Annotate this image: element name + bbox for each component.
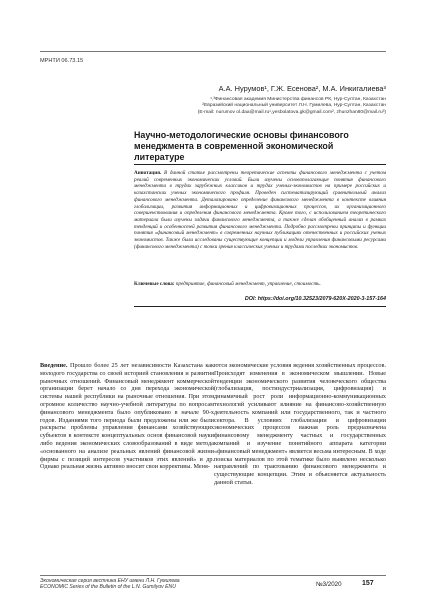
body-text-right: ются экономические условия ведения хозяйственных процессов. Происходят изменения в экономическом мышлении. Новые тенденции экономического развития человеческого общества (глобализация, постиндустриализация, цифровизация) и динамичный рост роли информационно-коммуникационных технологий усиливают влияние на финансово-хозяйственную деятельность компаний или государственного, так и частного сектора. В условиях глобализации и цифровизации экономических процессов важная роль предназначена финансовому менеджменту частных и государственных компаний и изучение понятийного аппарата категории «финансовый менеджмент» является весьма интересным. В ходе поиска материалов по этой тематике было выявлено несколько направлений по трактованию финансового менеджмента и существующие концепции. Этим и объясняется актуальность данной статьи. (214, 362, 386, 486)
body-column-right (214, 362, 386, 487)
body-text-left: Прошло более 25 лет независимости Казахстана как молодого государства со своей историей становления и развития рыночных отношений. Финансовый менеджмент коммерческой организации берет начало со дня перехода экономической системы нашей республики на рыночные отношения. При этом огромное количество научно-учебной литературы по вопросам финансового менеджмента было опубликовано в начале 90-х годов. Изданиями того периода были предложены или же были раскрыты проблемы управления финансами хозяйствующих субъектов в контексте концептуальных основ финансовой науки либо ведения экономических словообразований в виде метода «основанного на анализе реальных явлений финансовой жизни фирмы с позиций интересов участников этих явлений» и др. Однако реальная жизнь активно вносит свои коррективы. Меня- (40, 362, 214, 471)
abstract-label: Аннотация. (134, 170, 162, 176)
keywords-label: Ключевые слова: (134, 281, 175, 287)
affiliation-line: ²Евразийский национальный университет Л.Н. Гумилева, Нур-Султан, Казахстан (202, 103, 386, 109)
rubric-code: МРНТИ 06.73.15 (40, 58, 84, 64)
affiliation-line: (E-mail: nurumov ol.daa@mail.ru¹,yesbolatova.gk@gmail.com², zhunzhan80@mail.ru³) (197, 109, 386, 115)
authors-line: А.А. Нурумов¹, Г.Ж. Есенова², М.А. Инкигалиева³ (218, 84, 386, 93)
affiliations (40, 97, 386, 116)
header-rule (40, 51, 386, 52)
journal-name (40, 578, 180, 590)
abstract (134, 170, 386, 250)
issue-number: №3/2020 (316, 581, 342, 588)
abstract-bottom-rule (134, 306, 386, 307)
abstract-top-rule (134, 164, 386, 165)
article-title: Научно-методологические основы финансового менеджмента в современной экономической литературе (134, 130, 349, 162)
abstract-text: В данной статье рассмотрены теоретические аспекты финансового менеджмента с учетом реалий современных экономических условий. Были изучены основополагающие понятия финансового менеджмента в трудах зарубежных классиков и трудах ученых-экономистов на примере российских и казахстанских ученых экономического профиля. Проведен систематизирующий сравнительный анализ финансового менеджмента. Детализировано определение финансового менеджмента в контексте влияния глобализации, развития информационных и цифровизационных процессов, их организационного совершенствования и определения финансового менеджмента. Кроме того, с использованием теоретического материала были изучены задачи финансового менеджмента, а также сделан обобщенный анализ в рамках тенденций и особенностей развития финансового менеджмента. Подробно рассмотрены принципы и функции понятия «финансовый менеджмент» в современных научных публикациях отечественных и российских ученых экономистов. Также были исследованы существующие концепции и модели управления финансовыми ресурсами (финансового менеджмента) с точки зрения классических ученых и трудами последних экономистов. (134, 170, 386, 250)
keywords-text: предприятие, финансовый менеджмент, управление, стоимость. (174, 281, 321, 287)
doi-link[interactable]: DOI: https://doi.org/10.32523/2079-620X-2020-3-157-164 (244, 296, 386, 302)
keywords (134, 281, 386, 288)
body-column-left (40, 362, 214, 471)
journal-name-ru: Экономическая серия вестника ЕНУ имени Л.Н. Гумилева (40, 578, 180, 584)
journal-name-en: ECONOMIC Series of the Bulletin of the L.N. Gumilyov ENU (40, 584, 176, 590)
page-number: 157 (362, 580, 374, 587)
footer-rule (40, 575, 386, 576)
affiliation-line: ¹,³Финансовая академия Министерства финансов РК, Нур-Султан, Казахстан (210, 97, 386, 102)
intro-label: Введение. (40, 362, 68, 369)
